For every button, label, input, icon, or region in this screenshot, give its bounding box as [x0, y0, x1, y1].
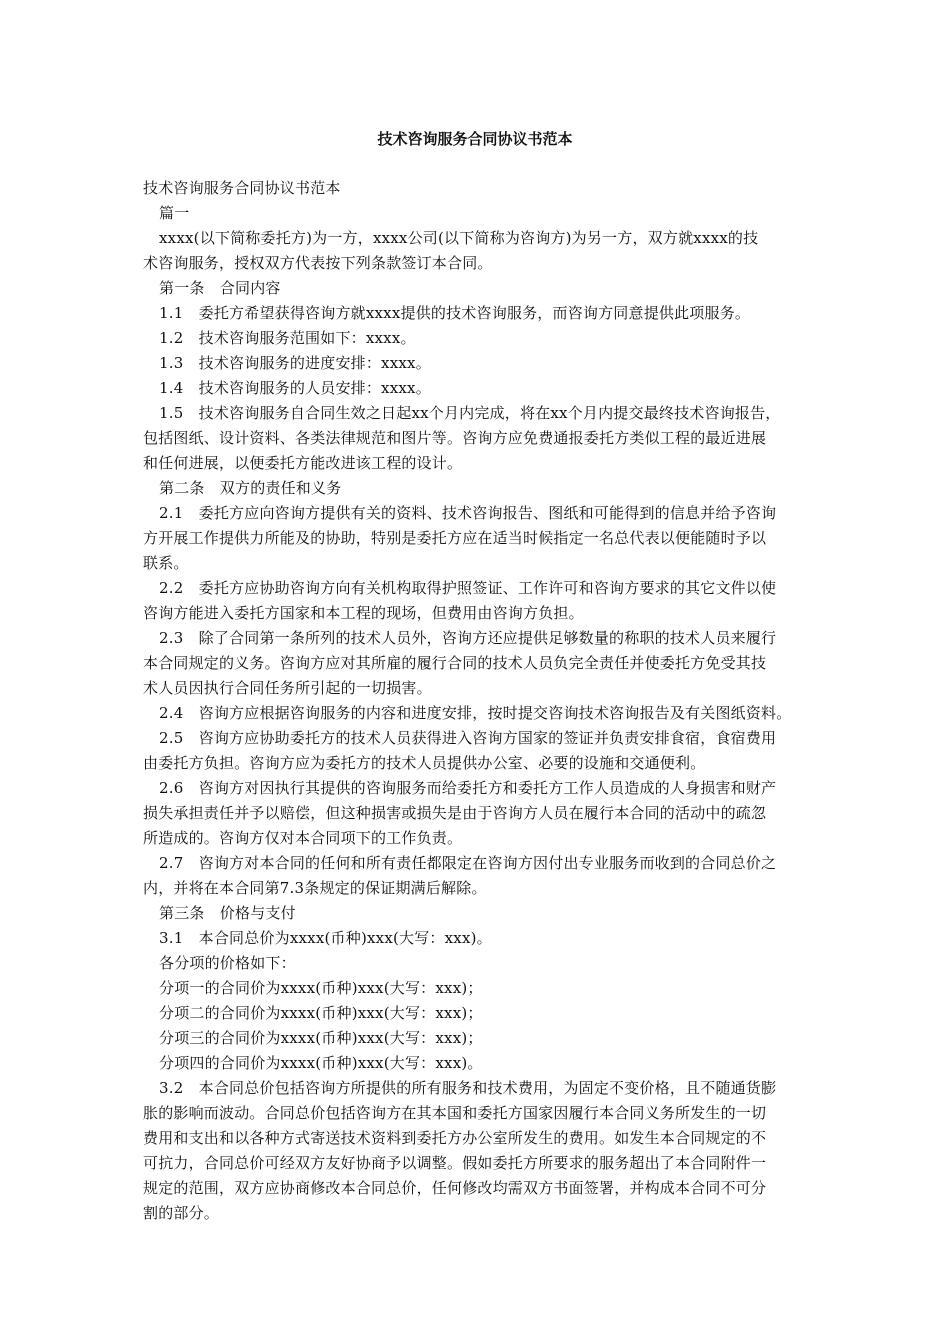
text-line: 第二条 双方的责任和义务 [159, 479, 342, 497]
text-line: 篇一 [159, 204, 190, 222]
text-line: 由委托方负担。咨询方应为委托方的技术人员提供办公室、必要的设施和交通便利。 [143, 754, 706, 772]
text-line: 规定的范围，双方应协商修改本合同总价，任何修改均需双方书面签署，并构成本合同不可分 [143, 1179, 767, 1197]
text-line: 第三条 价格与支付 [159, 904, 296, 922]
text-line: 3.2 本合同总价包括咨询方所提供的所有服务和技术费用，为固定不变价格，且不随通货膨 [159, 1079, 777, 1097]
text-line: 2.2 委托方应协助咨询方向有关机构取得护照签证、工作许可和咨询方要求的其它文件以使 [159, 579, 777, 597]
text-line: 1.5 技术咨询服务自合同生效之日起xx个月内完成，将在xx个月内提交最终技术咨询报告， [159, 404, 781, 422]
text-line: 1.2 技术咨询服务范围如下：xxxx。 [159, 329, 416, 347]
text-line: 术人员因执行合同任务所引起的一切损害。 [143, 679, 432, 697]
text-line: 胀的影响而波动。合同总价包括咨询方在其本国和委托方国家因履行本合同义务所发生的一切 [143, 1104, 767, 1122]
text-line: 各分项的价格如下： [159, 954, 296, 972]
text-line: 3.1 本合同总价为xxxx(币种)xxx(大写：xxx)。 [159, 929, 492, 947]
text-line: 咨询方能进入委托方国家和本工程的现场，但费用由咨询方负担。 [143, 604, 584, 622]
text-line: 2.3 除了合同第一条所列的技术人员外，咨询方还应提供足够数量的称职的技术人员来履行 [159, 629, 777, 647]
text-line: 可抗力，合同总价可经双方友好协商予以调整。假如委托方所要求的服务超出了本合同附件一 [143, 1154, 767, 1172]
text-line: 1.1 委托方希望获得咨询方就xxxx提供的技术咨询服务，而咨询方同意提供此项服务。 [159, 304, 751, 322]
text-line: 1.3 技术咨询服务的进度安排：xxxx。 [159, 354, 431, 372]
text-line: 所造成的。咨询方仅对本合同项下的工作负责。 [143, 829, 463, 847]
text-line: 本合同规定的义务。咨询方应对其所雇的履行合同的技术人员负完全责任并使委托方免受其技 [143, 654, 767, 672]
page-title: 技术咨询服务合同协议书范本 [377, 130, 573, 148]
text-line: 割的部分。 [143, 1204, 220, 1222]
text-line: 分项四的合同价为xxxx(币种)xxx(大写：xxx)。 [159, 1054, 483, 1072]
text-line: 技术咨询服务合同协议书范本 [143, 179, 341, 197]
text-line: xxxx(以下简称委托方)为一方，xxxx公司(以下简称为咨询方)为另一方，双方就xxxx的技 [159, 229, 759, 247]
text-line: 术咨询服务，授权双方代表按下列条款签订本合同。 [143, 254, 493, 272]
text-line: 和任何进展，以便委托方能改进该工程的设计。 [143, 454, 463, 472]
text-line: 2.6 咨询方对因执行其提供的咨询服务而给委托方和委托方工作人员造成的人身损害和财产 [159, 779, 777, 797]
text-line: 2.1 委托方应向咨询方提供有关的资料、技术咨询报告、图纸和可能得到的信息并给予咨询 [159, 504, 777, 522]
text-line: 联系。 [143, 554, 189, 572]
text-line: 损失承担责任并予以赔偿，但这种损害或损失是由于咨询方人员在履行本合同的活动中的疏忽 [143, 804, 767, 822]
document-body [143, 176, 813, 1226]
text-line: 1.4 技术咨询服务的人员安排：xxxx。 [159, 379, 431, 397]
text-line: 2.4 咨询方应根据咨询服务的内容和进度安排，按时提交咨询技术咨询报告及有关图纸资料。 [159, 704, 792, 722]
text-line: 分项三的合同价为xxxx(币种)xxx(大写：xxx)； [159, 1029, 483, 1047]
text-line: 包括图纸、设计资料、各类法律规范和图片等。咨询方应免费通报委托方类似工程的最近进展 [143, 429, 767, 447]
text-line: 分项一的合同价为xxxx(币种)xxx(大写：xxx)； [159, 979, 483, 997]
text-line: 方开展工作提供力所能及的协助，特别是委托方应在适当时候指定一名总代表以便能随时予以 [143, 529, 767, 547]
text-line: 第一条 合同内容 [159, 279, 281, 297]
text-line: 费用和支出和以各种方式寄送技术资料到委托方办公室所发生的费用。如发生本合同规定的不 [143, 1129, 767, 1147]
text-line: 内，并将在本合同第7.3条规定的保证期满后解除。 [143, 879, 487, 897]
text-line: 2.5 咨询方应协助委托方的技术人员获得进入咨询方国家的签证并负责安排食宿，食宿费用 [159, 729, 777, 747]
text-line: 2.7 咨询方对本合同的任何和所有责任都限定在咨询方因付出专业服务而收到的合同总价之 [159, 854, 777, 872]
text-line: 分项二的合同价为xxxx(币种)xxx(大写：xxx)； [159, 1004, 483, 1022]
